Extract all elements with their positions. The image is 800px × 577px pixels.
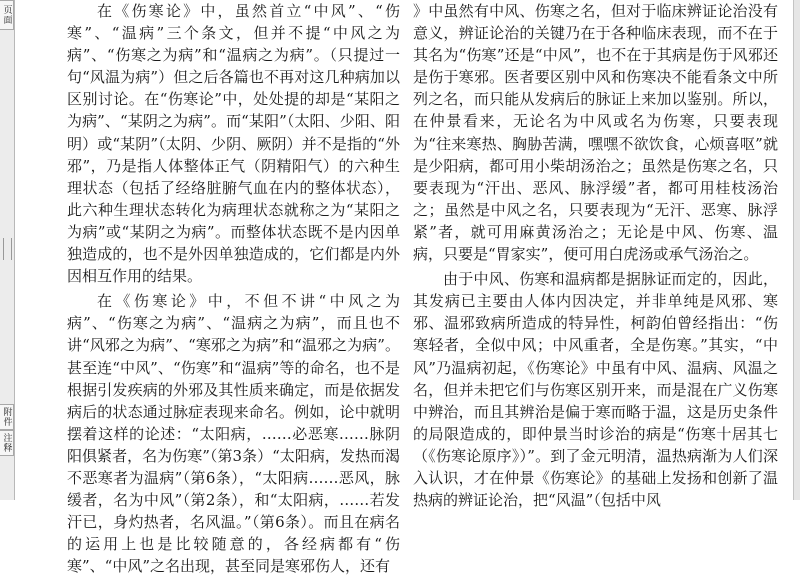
navigation-sidebar [0,0,15,500]
paragraph-right-2: 由于中风、伤寒和温病都是据脉证而定的，因此，其发病已主要由人体内因决定，并非单纯是风邪、寒邪、温邪致病所造成的特异性，柯韵伯曾经指出：“伤寒轻者，全似中风；中风重者，全是伤寒。”其实，“中风”乃温病初起，《伤寒论》中虽有中风、温病、风温之名，但并未把它们与伤寒区别开来，而是混在广义伤寒中辨治，而且其辨治是偏于寒而略于温，这是历史条件的局限造成的，即仲景当时诊治的病是“伤寒十居其七（《伤寒论原序》）”。到了金元明清，温热病渐为人们深入认识，才在仲景《伤寒论》的基础上发扬和创新了温热病的辨证论治，把“风温”（包括中风 [413,270,778,510]
sidebar-resize-grip[interactable] [3,238,12,260]
paragraph-right-1: 》中虽然有中风、伤寒之名，但对于临床辨证论治没有意义，辨证论治的关键乃在于各种临床表现，而不在于其名为“伤寒”还是“中风”，也不在于其病是伤于风邪还是伤于寒邪。医者要区别中风和伤寒决不能看条文中所列之名，而只能从发病后的脉证上来加以鉴别。所以，在仲景看来，无论名为中风或名为伤寒，只要表现为“往来寒热、胸胁苦满，嘿嘿不欲饮食，心烦喜呕”就是少阳病，都可用小柴胡汤治之；虽然是伤寒之名，只要表现为“汗出、恶风、脉浮缓”者，都可用桂枝汤治之；虽然是中风之名，只要表现为“无汗、恶寒、脉浮紧”者，就可用麻黄汤治之；无论是中风、伤寒、温病，只要是“胃家实”，便可用白虎汤或承气汤治之。 [413,2,778,264]
sidebar-tab-comments[interactable]: 注释 [0,430,14,456]
sidebar-tab-attachments[interactable]: 附件 [0,404,14,430]
paragraph-left-1: 在《伤寒论》中，虽然首立“中风”、“伤寒”、“温病”三个条文，但并不提“中风之为病”、“伤寒之为病”和“温病之为病”。（只提过一句“风温为病”）但之后各篇也不再对这几种病加以区别讨论。在“伤寒论”中，处处提的却是“某阳之为病”、“某阴之为病”。而“某阳”（太阳、少阳、阳明）或“某阴”（太阴、少阴、厥阴）并不是指的“外邪”，乃是指人体整体正气（阴精阳气）的六种生理状态（包括了经络脏腑气血在内的整体状态），此六种生理状态转化为病理状态就称之为“某阳之为病”或“某阴之为病”。而整体状态既不是内因单独造成的，也不是外因单独造成的，它们都是内外因相互作用的结果。 [67,2,400,286]
document-page [15,0,800,576]
right-text-column [413,0,778,510]
left-text-column [67,0,400,576]
paragraph-left-2: 在《伤寒论》中，不但不讲“中风之为病”、“伤寒之为病”、“温病之为病”，而且也不讲“风邪之为病”、“寒邪之为病”和“温邪之为病”。甚至连“中风”、“伤寒”和“温病”等的命名，也不是根据引发疾病的外邪及其性质来确定，而是依据发病后的状态通过脉症表现来命名。例如，论中就明摆着这样的论述：“太阳病，……必恶寒……脉阴阳俱紧者，名为伤寒”（第3条）“太阳病，发热而渴不恶寒者为温病”（第6条），“太阳病……恶风，脉缓者，名为中风”（第2条），和“太阳病，……若发汗已，身灼热者，名风温。”（第6条）。而且在病名的运用上也是比较随意的，各经病都有“伤寒”、“中风”之名出现，甚至同是寒邪伤人，还有 [67,292,400,576]
sidebar-tab-pages[interactable]: 页面 [0,0,14,30]
vertical-scrollbar[interactable] [793,0,800,500]
